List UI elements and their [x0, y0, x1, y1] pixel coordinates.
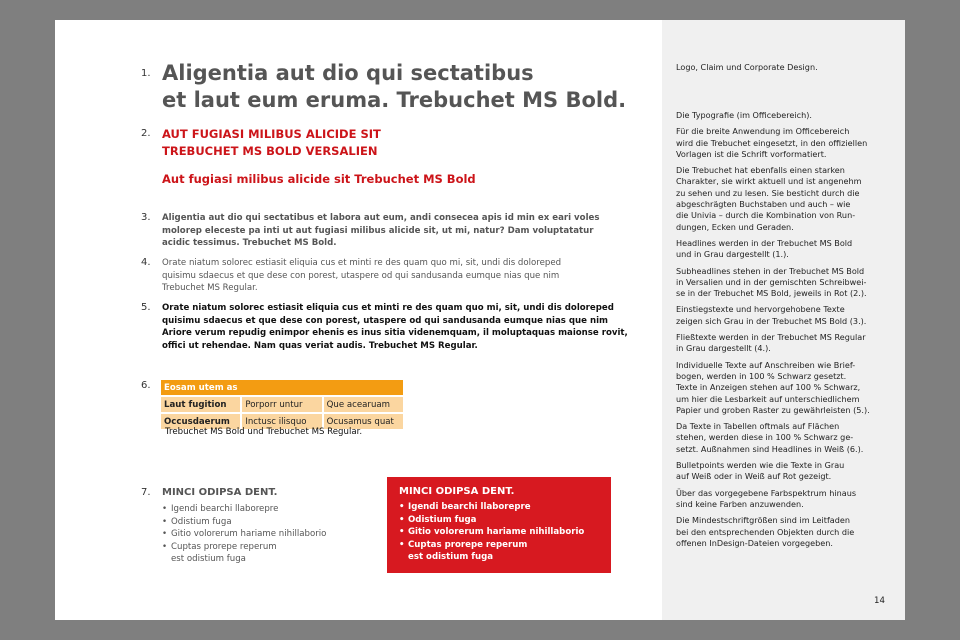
subheadline-line: AUT FUGIASI MILIBUS ALICIDE SIT [162, 127, 381, 141]
text-line: se in der Trebuchet MS Bold, jeweils in Rot (2.). [676, 288, 867, 299]
text-line: auf Weiß oder in Weiß auf Rot gezeigt. [676, 471, 832, 482]
text-line: Die Typografie (im Officebereich). [676, 110, 812, 120]
description-paragraph [676, 360, 898, 416]
text-line: und in Grau dargestellt (1.). [676, 249, 789, 260]
text-line: sind keine Farben anzuwenden. [676, 498, 804, 509]
text-line: Da Texte in Tabellen oftmals auf Flächen [676, 421, 840, 432]
page-number: 14 [874, 596, 885, 606]
table-header-row [161, 380, 403, 396]
text-line: Trebuchet MS Regular. [162, 283, 258, 293]
text-line: Fließtexte werden in der Trebuchet MS Regular [676, 332, 866, 343]
text-line: Charakter, sie wirkt aktuell und ist angenehm [676, 176, 862, 187]
list-item: • Gitio volorerum hariame nihillaborio [399, 527, 585, 537]
text-line: acidic tessimus. Trebuchet MS Bold. [162, 238, 337, 248]
table-cell: Porporr untur [241, 396, 322, 413]
text-line: abgeschrägten Buchstaben und auch – wie [676, 199, 851, 210]
text-line: zu sehen und zu lesen. Sie besticht durch die [676, 187, 860, 198]
right-intro: Logo, Claim und Corporate Design. [676, 62, 818, 72]
list-item: • Odistium fuga [399, 514, 477, 525]
bullet-list-title: MINCI ODIPSA DENT. [399, 486, 515, 497]
text-line: wird die Trebuchet eingesetzt, in den offiziellen [676, 137, 868, 148]
text-line: quisimu sdaecus et que dese con porest, utaspere od qui sandusanda eumque nias que nim [162, 270, 560, 281]
list-item: est odistium fuga [171, 554, 246, 564]
description-paragraph [676, 332, 898, 355]
description-paragraph [676, 126, 898, 160]
description-paragraph [676, 304, 898, 327]
text-line: um hier die Lesbarkeit auf unterschiedlichem [676, 393, 860, 404]
list-item: est odistium fuga [408, 552, 494, 562]
list-item: • Gitio volorerum hariame nihillaborio [162, 529, 327, 539]
list-item: • Odistium fuga [162, 516, 232, 527]
body-text-sample [162, 257, 602, 295]
list-number-6: 6. [141, 380, 151, 391]
bullet-list-red-box [387, 477, 611, 573]
text-line: Bulletpoints werden wie die Texte in Grau [676, 460, 845, 471]
table-cell: Inctusc ilisquo [241, 413, 322, 429]
bullet-icon: • [399, 502, 405, 512]
description-paragraph [676, 460, 898, 483]
text-line: Individuelle Texte auf Anschreiben wie Brief- [676, 359, 856, 370]
list-number-4: 4. [141, 257, 151, 268]
text-line: offici ut rehendae. Nam quas veriat audis. Trebuchet MS Regular. [162, 340, 478, 351]
text-line: Orate niatum solorec estiasit eliquia cus et minti re des quam quo mi, sit, undi dis doloreped [162, 303, 614, 313]
table-cell: Ocusamus quat [323, 413, 403, 429]
text-line: Für die breite Anwendung im Officebereich [676, 126, 850, 137]
text-line: zeigen sich Grau in der Trebuchet MS Bold (3.). [676, 315, 867, 326]
sample-table [161, 380, 403, 429]
list-item: • Cuptas prorepe reperum [162, 541, 277, 552]
text-line: Die Mindestschriftgrößen sind im Leitfaden [676, 515, 851, 526]
list-item: • Igendi bearchi llaborepre [162, 504, 279, 514]
bullet-list-title: MINCI ODIPSA DENT. [162, 487, 278, 498]
text-line: bei den entsprechenden Objekten durch die [676, 526, 855, 537]
bullet-icon: • [399, 539, 405, 550]
text-line: in Grau dargestellt (4.). [676, 343, 771, 354]
list-number-3: 3. [141, 212, 151, 223]
text-line: Subheadlines stehen in der Trebuchet MS Bold [676, 265, 865, 276]
list-number-7: 7. [141, 487, 151, 498]
text-line: Orate niatum solorec estiasit eliquia cus et minti re des quam quo mi, sit, undi dis doloreped [162, 258, 562, 268]
bullet-icon: • [399, 514, 405, 525]
subheadline-mixed-sample: Aut fugiasi milibus alicide sit Trebuchet MS Bold [162, 172, 476, 186]
bullet-icon: • [162, 541, 168, 552]
text-line: dungen, Ecken und Geraden. [676, 221, 794, 232]
text-line: stehen, werden diese in 100 % Schwarz ge- [676, 432, 854, 443]
text-line: quisimu sdaecus et que dese con porest, utaspere od qui sandusanda eumque nias que nim [162, 315, 608, 326]
table-cell: Que acearuam [323, 396, 403, 413]
table-cell: Occusdaerum [161, 413, 241, 429]
table-row [161, 396, 403, 413]
bullet-list-grey [162, 487, 326, 566]
description-paragraph [676, 421, 898, 455]
list-number-2: 2. [141, 128, 151, 139]
right-description [676, 110, 898, 554]
headline-sample [162, 60, 626, 114]
bullet-icon: • [162, 529, 168, 539]
list-item: • Cuptas prorepe reperum [399, 539, 528, 550]
bullet-icon: • [162, 516, 168, 527]
bullet-icon: • [399, 527, 405, 537]
table-caption: Trebuchet MS Bold und Trebuchet MS Regular. [165, 427, 363, 437]
headline-line: Aligentia aut dio qui sectatibus [162, 61, 534, 85]
bullet-icon: • [162, 504, 168, 514]
text-line: Papier und groben Raster zu gewährleisten (5.). [676, 404, 870, 415]
text-line: Aligentia aut dio qui sectatibus et labora aut eum, andi consecea apis id min ex eari voles [162, 213, 600, 223]
text-line: offenen InDesign-Dateien vorgegeben. [676, 537, 833, 548]
subheadline-caps-sample [162, 126, 381, 160]
text-line: Über das vorgegebene Farbspektrum hinaus [676, 487, 857, 498]
text-line: Einstiegstexte und hervorgehobene Texte [676, 304, 845, 315]
description-paragraph [676, 515, 898, 549]
text-line: Texte in Anzeigen stehen auf 100 % Schwarz, [676, 382, 861, 393]
description-paragraph [676, 165, 898, 233]
list-number-1: 1. [141, 68, 151, 79]
headline-line: et laut eum eruma. Trebuchet MS Bold. [162, 88, 627, 112]
description-paragraph [676, 110, 898, 121]
text-line: Vorlagen ist die Schrift vorformatiert. [676, 148, 827, 159]
table-cell: Laut fugition [161, 396, 241, 413]
lead-text-sample [162, 212, 602, 250]
description-paragraph [676, 238, 898, 261]
text-line: setzt. Außnahmen sind Headlines in Weiß (6.). [676, 443, 864, 454]
text-line: molorep eleceste pa inti ut aut fugiasi milibus alicide sit, ut mi, natur? Dam voluptatatur [162, 225, 594, 236]
text-line: in Versalien und in der gemischten Schreibwei- [676, 276, 867, 287]
description-paragraph [676, 488, 898, 511]
text-line: Ariore verum repudig enimpor ehenis es inus sitia videnemquam, il moluptaquas maionse rovit, [162, 328, 628, 338]
text-line: bogen, werden in 100 % Schwarz gesetzt. [676, 370, 847, 381]
text-line: Die Trebuchet hat ebenfalls einen starken [676, 165, 845, 176]
black-text-sample [162, 302, 628, 352]
list-number-5: 5. [141, 302, 151, 313]
description-paragraph [676, 266, 898, 300]
list-item: • Igendi bearchi llaborepre [399, 502, 531, 512]
subheadline-line: TREBUCHET MS BOLD VERSALIEN [162, 144, 378, 158]
text-line: die Univia – durch die Kombination von Run- [676, 210, 856, 221]
table-header: Eosam utem as [161, 380, 403, 396]
text-line: Headlines werden in der Trebuchet MS Bold [676, 237, 853, 248]
